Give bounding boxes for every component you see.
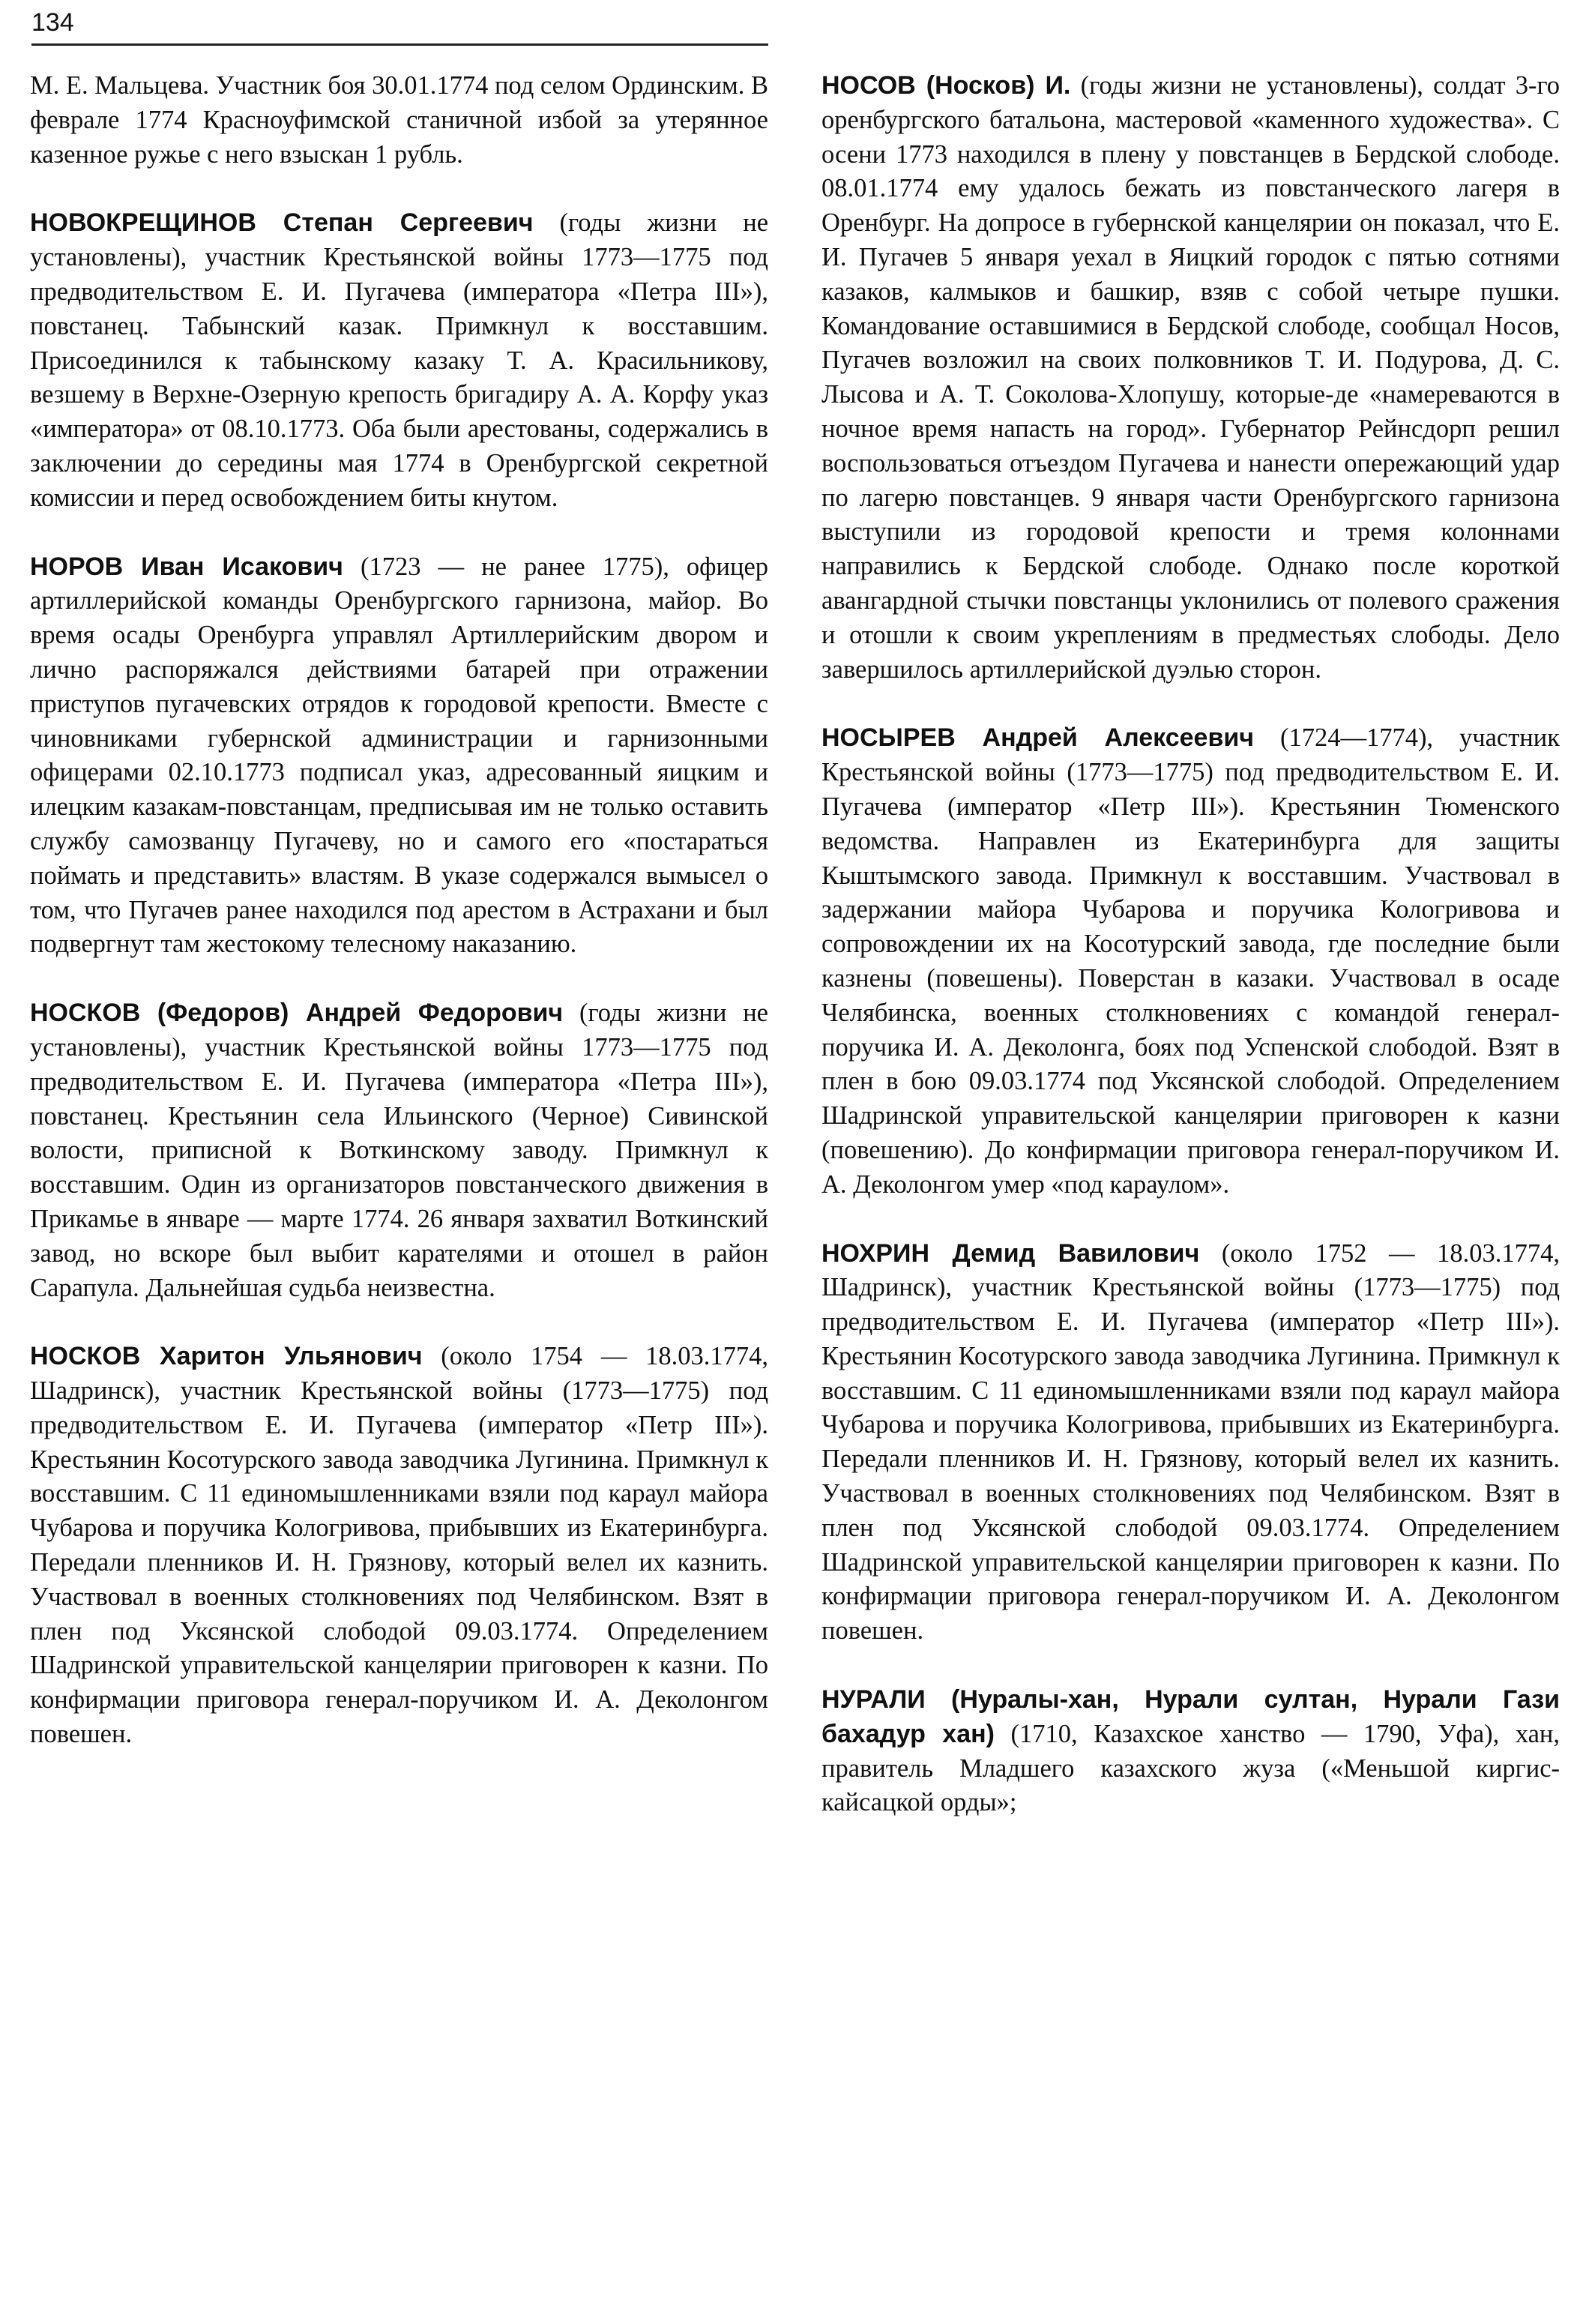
entry-headword: НОВОКРЕЩИНОВ Степан Сергеевич	[30, 208, 534, 238]
entry-novokreshchinov	[30, 206, 768, 515]
entry-text: (годы жизни не установлены), участник Крестьянской войны 1773—1775 под предводительством Е. И. Пугачева (императора «Петра III»), повстанец. Табынский казак. Примкнул к восставшим. Присоединился к табынскому казаку Т. А. Красильникову, везшему в Верхне-Озерную крепость бригадиру А. А. Корфу указ «императора» от 08.10.1773. Оба были арестованы, содержались в заключении до середины мая 1774 в Оренбургской секретной комиссии и перед освобождением биты кнутом.	[30, 208, 769, 512]
entry-text: (годы жизни не установлены), участник Крестьянской войны 1773—1775 под предводительством Е. И. Пугачева (императора «Петра III»), повстанец. Крестьянин села Ильинского (Черное) Сивинской волости, приписной к Воткинскому заводу. Примкнул к восставшим. Один из организаторов повстанческого движения в Прикамье в январе — марте 1774. 26 января захватил Воткинский завод, но вскоре был выбит карателями и отошел в район Сарапула. Дальнейшая судьба неизвестна.	[30, 999, 768, 1302]
entry-headword: НОСКОВ (Федоров) Андрей Федорович	[30, 999, 564, 1028]
entry-headword: НОРОВ Иван Исакович	[30, 552, 343, 581]
entry-norov	[30, 550, 768, 963]
entry-paragraph	[30, 69, 768, 172]
left-column	[30, 69, 768, 1786]
entry-headword: НОСКОВ Харитон Ульянович	[30, 1342, 423, 1371]
header-rule	[31, 43, 768, 46]
entry-text: (1710, Казахское ханство — 1790, Уфа), хан, правитель Младшего казахского жуза («Меньшой киргис-кайсацкой орды»;	[821, 1719, 1561, 1817]
entry-headword: НОСОВ (Носков) И.	[821, 71, 1071, 100]
entry-nosyrev	[821, 721, 1560, 1202]
entry-nokhrin	[821, 1237, 1560, 1649]
right-column	[821, 69, 1560, 1855]
entry-paragraph	[30, 550, 768, 963]
entry-headword: НОХРИН Демид Вавилович	[821, 1238, 1200, 1268]
entry-nurali	[821, 1683, 1560, 1820]
entry-text: (около 1754 — 18.03.1774, Шадринск), участник Крестьянской войны (1773—1775) под предводительством Е. И. Пугачева (император «Петр III»). Крестьянин Косотурского завода заводчика Лугинина. Примкнул к восставшим. С 11 единомышленниками взяли под караул майора Чубарова и поручика Кологривова, прибывших из Екатеринбурга. Передали пленников И. Н. Грязнову, который велел их казнить. Участвовал в военных столкновениях под Челябинском. Взят в плен под Уксянской слободой 09.03.1774. Определением Шадринской управительской канцелярии приговорен к казни. По конфирмации приговора генерал-поручиком И. А. Деколонгом повешен.	[30, 1342, 768, 1749]
entry-text: М. Е. Мальцева. Участник боя 30.01.1774 под селом Ординским. В феврале 1774 Красноуфимской станичной избой за утерянное казенное ружье с него взыскан 1 рубль.	[30, 71, 769, 169]
entry-paragraph	[821, 1237, 1560, 1649]
entry-paragraph	[821, 1683, 1560, 1820]
entry-text: (1723 — не ранее 1775), офицер артиллерийской команды Оренбургского гарнизона, майор. Во время осады Оренбурга управлял Артиллерийским двором и лично распоряжался действиями батарей при отражении приступов пугачевских отрядов к городовой крепости. Вместе с чиновниками губернской администрации и гарнизонными офицерами 02.10.1773 подписал указ, адресованный яицким и илецким казакам-повстанцам, предписывая им не только оставить службу самозванцу Пугачеву, но и самого его «постараться поймать и представить» властям. В указе содержался вымысел о том, что Пугачев ранее находился под арестом в Астрахани и был подвергнут там жестокому телесному наказанию.	[30, 552, 769, 959]
entry-continuation	[30, 69, 768, 172]
entry-noskov-khariton	[30, 1340, 768, 1752]
entry-paragraph	[30, 1340, 768, 1752]
entry-headword: НОСЫРЕВ Андрей Алексеевич	[821, 723, 1254, 753]
entry-paragraph	[821, 69, 1560, 687]
entry-paragraph	[30, 996, 768, 1305]
entry-paragraph	[821, 721, 1560, 1202]
entry-text: (1724—1774), участник Крестьянской войны (1773—1775) под предводительством Е. И. Пугачева (император «Петр III»). Крестьянин Тюменского ведомства. Направлен из Екатеринбурга для защиты Кыштымского завода. Примкнул к восставшим. Участвовал в задержании майора Чубарова и поручика Кологривова и сопровождении их на Косотурский завода, где последние были казнены (повешены). Поверстан в казаки. Участвовал в осаде Челябинска, военных столкновениях с командой генерал-поручика И. А. Деколонга, боях под Успенской слободой. Взят в плен в бою 09.03.1774 под Уксянской слободой. Определением Шадринской управительской канцелярии приговорен к казни (повешению). До конфирмации приговора генерал-поручиком И. А. Деколонгом умер «под караулом».	[821, 723, 1560, 1199]
entry-paragraph	[30, 206, 768, 515]
entry-nosov	[821, 69, 1560, 687]
entry-headword: НУРАЛИ (Нуралы-хан, Нурали султан, Нурали Гази бахадур хан)	[821, 1685, 1560, 1748]
entry-text: (около 1752 — 18.03.1774, Шадринск), участник Крестьянской войны (1773—1775) под предводительством Е. И. Пугачева (император «Петр III»). Крестьянин Косотурского завода заводчика Лугинина. Примкнул к восставшим. С 11 единомышленниками взяли под караул майора Чубарова и поручика Кологривова, прибывших из Екатеринбурга. Передали пленников И. Н. Грязнову, который велел их казнить. Участвовал в военных столкновениях под Челябинском. Взят в плен под Уксянской слободой 09.03.1774. Определением Шадринской управительской канцелярии приговорен к казни. По конфирмации приговора генерал-поручиком И. А. Деколонгом повешен.	[821, 1238, 1560, 1646]
page-number: 134	[31, 8, 74, 37]
entry-text: (годы жизни не установлены), солдат 3-го оренбургского батальона, мастеровой «каменного художества». С осени 1773 находился в плену у повстанцев в Бердской слободе. 08.01.1774 ему удалось бежать из повстанческого лагеря в Оренбург. На допросе в губернской канцелярии он показал, что Е. И. Пугачев 5 января уехал в Яицкий городок с пятью сотнями казаков, калмыков и башкир, взяв с собой четыре пушки. Командование оставшимися в Бердской слободе, сообщал Носов, Пугачев возложил на своих полковников Т. И. Подурова, Д. С. Лысова и А. Т. Соколова-Хлопушу, которые-де «намереваются в ночное время напасть на город». Губернатор Рейнсдорп решил воспользоваться отъездом Пугачева и нанести опережающий удар по лагерю повстанцев. 9 января части Оренбургского гарнизона выступили из городовой крепости и тремя колоннами направились к Бердской слободе. Однако после короткой авангардной стычки повстанцы уклонились от полевого сражения и отошли к своим укреплениям в предместьях слободы. Дело завершилось артиллерийской дуэлью сторон.	[821, 71, 1560, 684]
entry-noskov-andrey	[30, 996, 768, 1305]
